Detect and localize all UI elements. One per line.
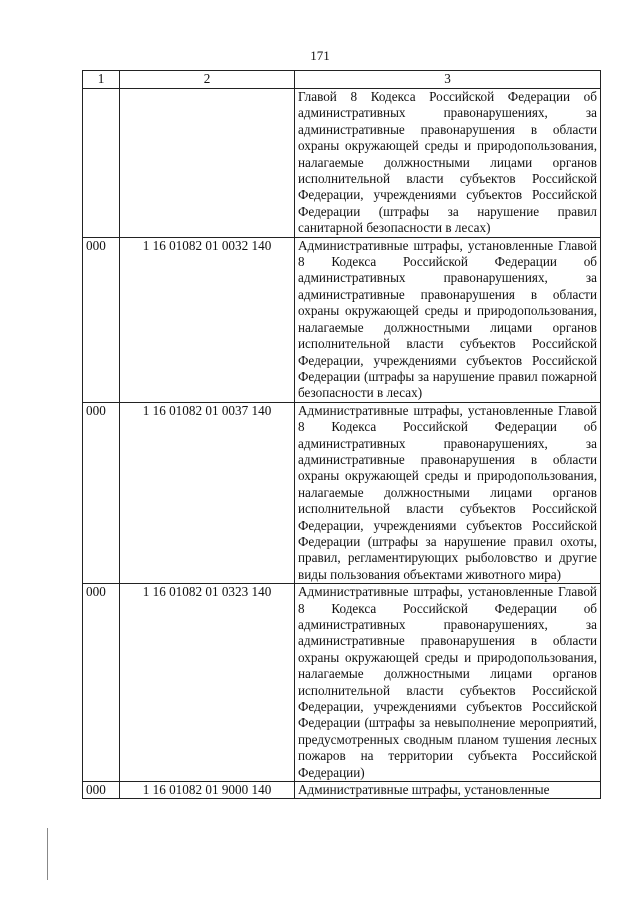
kbk-code-cell (120, 89, 295, 238)
admin-code-cell: 000 (83, 782, 120, 799)
column-header-1: 1 (83, 71, 120, 89)
description-cell: Административные штрафы, установленные Главой 8 Кодекса Российской Федерации об административных правонарушениях, за административные правонарушения в области охраны окружающей среды и природопользования, налагаемые должностными лицами органов исполнительной власти субъектов Российской Федерации, учреждениями субъектов Российской Федерации (штрафы за нарушение правил охоты, правил, регламентирующих рыболовство и другие виды пользования объектами животного мира) (295, 402, 601, 583)
table-row (83, 584, 601, 782)
column-header-3: 3 (295, 71, 601, 89)
description-cell: Административные штрафы, установленные Главой 8 Кодекса Российской Федерации об административных правонарушениях, за административные правонарушения в области охраны окружающей среды и природопользования, налагаемые должностными лицами органов исполнительной власти субъектов Российской Федерации, учреждениями субъектов Российской Федерации (штрафы за невыполнение мероприятий, предусмотренных сводным планом тушения лесных пожаров на территории субъекта Российской Федерации) (295, 584, 601, 782)
admin-code-cell: 000 (83, 402, 120, 583)
table-header-row (83, 71, 601, 89)
table-row (83, 89, 601, 238)
budget-classification-table (82, 70, 601, 799)
table-row (83, 402, 601, 583)
kbk-code-cell: 1 16 01082 01 9000 140 (120, 782, 295, 799)
table-row (83, 782, 601, 799)
kbk-code-cell: 1 16 01082 01 0032 140 (120, 237, 295, 402)
admin-code-cell: 000 (83, 237, 120, 402)
kbk-code-cell: 1 16 01082 01 0037 140 (120, 402, 295, 583)
page-number: 171 (310, 48, 330, 63)
admin-code-cell (83, 89, 120, 238)
column-header-2: 2 (120, 71, 295, 89)
description-cell: Административные штрафы, установленные (295, 782, 601, 799)
admin-code-cell: 000 (83, 584, 120, 782)
description-cell: Главой 8 Кодекса Российской Федерации об административных правонарушениях, за административные правонарушения в области охраны окружающей среды и природопользования, налагаемые должностными лицами органов исполнительной власти субъектов Российской Федерации, учреждениями субъектов Российской Федерации (штрафы за нарушение правил санитарной безопасности в лесах) (295, 89, 601, 238)
scan-margin-line (47, 828, 48, 880)
kbk-code-cell: 1 16 01082 01 0323 140 (120, 584, 295, 782)
description-cell: Административные штрафы, установленные Главой 8 Кодекса Российской Федерации об административных правонарушениях, за административные правонарушения в области охраны окружающей среды и природопользования, налагаемые должностными лицами органов исполнительной власти субъектов Российской Федерации, учреждениями субъектов Российской Федерации (штрафы за нарушение правил пожарной безопасности в лесах) (295, 237, 601, 402)
table-row (83, 237, 601, 402)
